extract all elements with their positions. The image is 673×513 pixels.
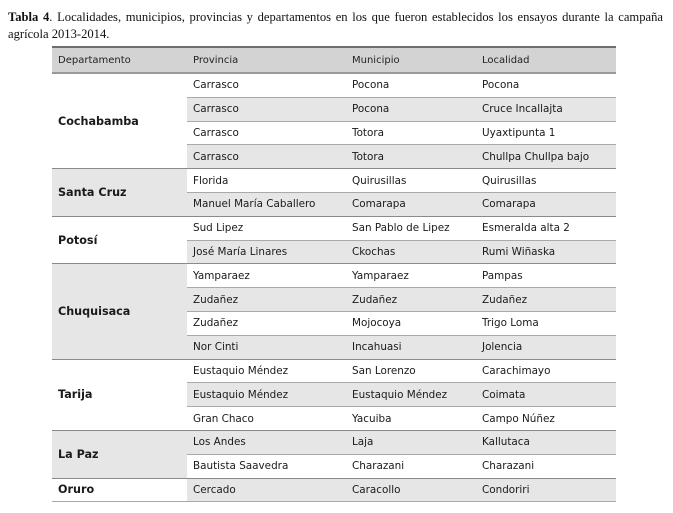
departamento-cell: Cochabamba (52, 73, 187, 169)
header-departamento: Departamento (52, 47, 187, 73)
municipio-cell: Pocona (346, 73, 476, 97)
departamento-cell: Potosí (52, 216, 187, 264)
table-row (52, 430, 616, 454)
municipio-cell: Caracollo (346, 478, 476, 502)
table-row (52, 264, 616, 288)
locations-table (52, 46, 616, 502)
municipio-cell: Eustaquio Méndez (346, 383, 476, 407)
localidad-cell: Zudañez (476, 288, 616, 312)
table-row (52, 359, 616, 383)
table-row (52, 478, 616, 502)
departamento-cell: Tarija (52, 359, 187, 430)
municipio-cell: Comarapa (346, 192, 476, 216)
provincia-cell: Nor Cinti (187, 335, 346, 359)
localidad-cell: Carachimayo (476, 359, 616, 383)
departamento-cell: Santa Cruz (52, 169, 187, 217)
localidad-cell: Pocona (476, 73, 616, 97)
municipio-cell: San Pablo de Lipez (346, 216, 476, 240)
table-body (52, 73, 616, 502)
municipio-cell: Totora (346, 121, 476, 145)
provincia-cell: Sud Lipez (187, 216, 346, 240)
localidad-cell: Kallutaca (476, 430, 616, 454)
municipio-cell: Zudañez (346, 288, 476, 312)
municipio-cell: San Lorenzo (346, 359, 476, 383)
localidad-cell: Uyaxtipunta 1 (476, 121, 616, 145)
municipio-cell: Laja (346, 430, 476, 454)
municipio-cell: Yacuiba (346, 407, 476, 431)
provincia-cell: Yamparaez (187, 264, 346, 288)
localidad-cell: Condoriri (476, 478, 616, 502)
localidad-cell: Trigo Loma (476, 311, 616, 335)
provincia-cell: Manuel María Caballero (187, 192, 346, 216)
provincia-cell: Carrasco (187, 145, 346, 169)
provincia-cell: Los Andes (187, 430, 346, 454)
provincia-cell: Bautista Saavedra (187, 454, 346, 478)
localidad-cell: Esmeralda alta 2 (476, 216, 616, 240)
departamento-cell: La Paz (52, 430, 187, 478)
localidad-cell: Quirusillas (476, 169, 616, 193)
provincia-cell: Gran Chaco (187, 407, 346, 431)
header-provincia: Provincia (187, 47, 346, 73)
localidad-cell: Coimata (476, 383, 616, 407)
municipio-cell: Yamparaez (346, 264, 476, 288)
header-localidad: Localidad (476, 47, 616, 73)
provincia-cell: Florida (187, 169, 346, 193)
departamento-cell: Chuquisaca (52, 264, 187, 359)
municipio-cell: Ckochas (346, 240, 476, 264)
table-header (52, 47, 616, 73)
caption-label: Tabla 4 (8, 10, 50, 24)
localidad-cell: Jolencia (476, 335, 616, 359)
municipio-cell: Mojocoya (346, 311, 476, 335)
localidad-cell: Chullpa Chullpa bajo (476, 145, 616, 169)
localidad-cell: Campo Núñez (476, 407, 616, 431)
caption-text: . Localidades, municipios, provincias y departamentos en los que fueron establecidos los ensayos durante la campaña agrícola 2013-2014. (8, 10, 663, 41)
municipio-cell: Charazani (346, 454, 476, 478)
localidad-cell: Cruce Incallajta (476, 97, 616, 121)
provincia-cell: Eustaquio Méndez (187, 383, 346, 407)
departamento-cell: Oruro (52, 478, 187, 502)
provincia-cell: José María Linares (187, 240, 346, 264)
localidad-cell: Charazani (476, 454, 616, 478)
header-municipio: Municipio (346, 47, 476, 73)
municipio-cell: Pocona (346, 97, 476, 121)
table-caption (8, 9, 663, 43)
provincia-cell: Zudañez (187, 311, 346, 335)
provincia-cell: Carrasco (187, 97, 346, 121)
localidad-cell: Rumi Wiñaska (476, 240, 616, 264)
provincia-cell: Zudañez (187, 288, 346, 312)
localidad-cell: Pampas (476, 264, 616, 288)
localidad-cell: Comarapa (476, 192, 616, 216)
provincia-cell: Eustaquio Méndez (187, 359, 346, 383)
municipio-cell: Incahuasi (346, 335, 476, 359)
municipio-cell: Totora (346, 145, 476, 169)
provincia-cell: Cercado (187, 478, 346, 502)
municipio-cell: Quirusillas (346, 169, 476, 193)
table-row (52, 73, 616, 97)
table-row (52, 216, 616, 240)
provincia-cell: Carrasco (187, 73, 346, 97)
table-row (52, 169, 616, 193)
provincia-cell: Carrasco (187, 121, 346, 145)
header-row (52, 47, 616, 73)
